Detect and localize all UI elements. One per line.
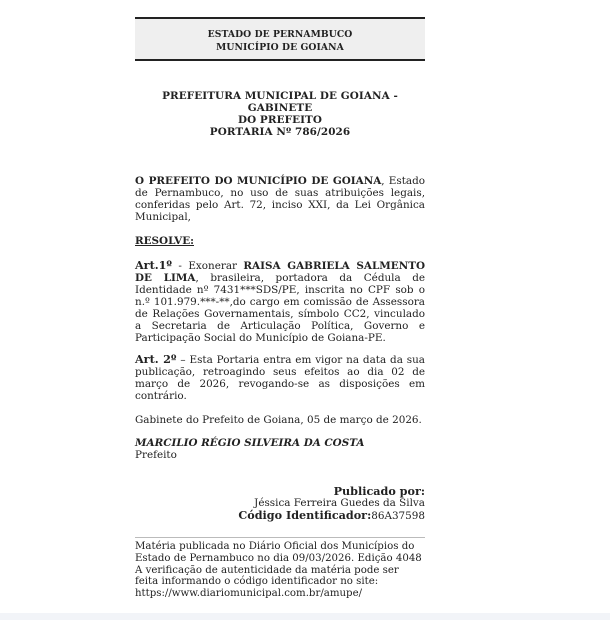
- header-box: [135, 17, 425, 61]
- footer-url-link[interactable]: https://www.diariomunicipal.com.br/amupe/: [135, 588, 363, 600]
- footer-verification-info: A verificação de autenticidade da matéria pode ser feita informando o código identificador no site:: [135, 564, 399, 588]
- preamble-text: , Estado de Pernambuco, no uso de suas atribuições legais, conferidas pelo Art. 72, inciso XXI, da Lei Orgânica Municipal,: [135, 175, 425, 223]
- signature-role: Prefeito: [135, 449, 177, 461]
- art1-person-name: RAISA GABRIELA SALMENTO DE LIMA: [135, 260, 426, 284]
- bottom-strip: [0, 613, 610, 620]
- art2-body: – Esta Portaria entra em vigor na data da sua publicação, retroagindo seus efeitos ao dia 02 de março de 2026, revogando-se as disposições em contrário.: [135, 354, 426, 402]
- publication-block: [135, 485, 425, 522]
- identifier-code-value: 86A37598: [371, 510, 425, 522]
- identifier-code: [135, 509, 425, 522]
- title-line-1: PREFEITURA MUNICIPAL DE GOIANA - GABINETE: [162, 90, 398, 114]
- publisher-name: Jéssica Ferreira Guedes da Silva: [254, 497, 425, 509]
- resolve-label: RESOLVE:: [135, 235, 194, 247]
- identifier-code-label: Código Identificador:: [238, 508, 372, 522]
- header-municipality: MUNICÍPIO DE GOIANA: [216, 42, 344, 53]
- footer-publication-info: Matéria publicada no Diário Oficial dos Municípios do Estado de Pernambuco no dia 09/03/2026. Edição 4048: [135, 541, 422, 564]
- header-state: ESTADO DE PERNAMBUCO: [207, 29, 353, 40]
- art2-label: Art. 2º: [135, 352, 177, 366]
- art1-label: Art.1º: [135, 258, 173, 272]
- title-portaria-number: PORTARIA Nº 786/2026: [209, 126, 351, 138]
- document-title: [135, 90, 425, 138]
- article-2: [135, 353, 425, 402]
- footer-divider: [135, 537, 425, 538]
- art1-body: , brasileira, portadora da Cédula de Identidade nº 7431***SDS/PE, inscrita no CPF sob o n.º 101.979.***-**,do cargo em comissão de Assessora de Relações Governamentais, símbolo CC2, vinculado a Secretaria de Articulação Política, Governo e Participação Social do Município de Goiana-PE.: [135, 272, 426, 344]
- signature-name: MARCILIO RÉGIO SILVEIRA DA COSTA: [135, 437, 365, 449]
- footer-notice: [135, 541, 425, 600]
- article-1: [135, 259, 425, 344]
- place-date: Gabinete do Prefeito de Goiana, 05 de março de 2026.: [135, 414, 422, 426]
- preamble-paragraph: [135, 175, 425, 223]
- resolve-heading: [135, 235, 425, 247]
- title-line-2: DO PREFEITO: [237, 114, 323, 126]
- preamble-bold: O PREFEITO DO MUNICÍPIO DE GOIANA: [135, 175, 382, 187]
- published-by-label: Publicado por:: [333, 484, 425, 498]
- art1-intro: - Exonerar: [172, 260, 244, 272]
- signature-block: [135, 437, 425, 461]
